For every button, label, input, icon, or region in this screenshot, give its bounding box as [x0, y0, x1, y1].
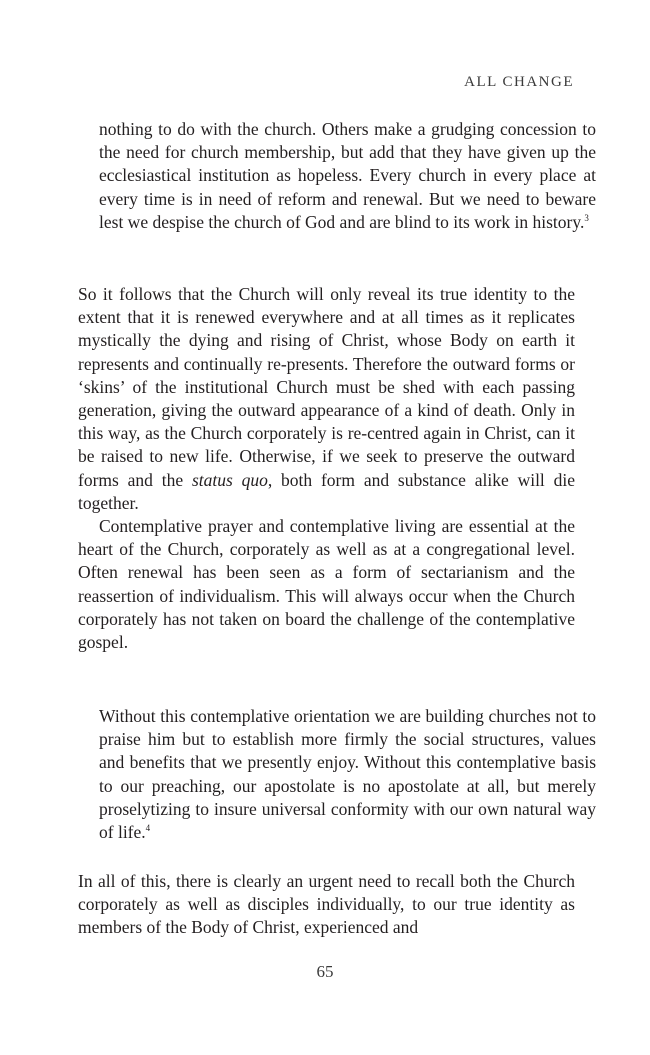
block-quote-2: [78, 705, 596, 844]
body-text: [78, 283, 575, 654]
quote-2-text: Without this contemplative orientation we are building churches not to praise him but to establish more firmly the social structures, values and benefits that we presently enjoy. Without this contemplative basis to our preaching, our apostolate is no apostolate at all, but merely proselytizing to insure universal conformity with our own natural way of life.$^4$: [99, 706, 596, 843]
block-quote-1: [78, 118, 596, 234]
running-head: ALL CHANGE: [464, 74, 574, 90]
footnote-ref-4: 4: [145, 823, 151, 834]
paragraph-2: Contemplative prayer and contemplative living are essential at the heart of the Church, corporately as well as at a congregational level. Often renewal has been seen as a form of sectarianism and the reassertion of individualism. This will always occur when the Church corporately has not taken on board the challenge of the contemplative gospel.: [78, 516, 575, 653]
page-number: 65: [316, 962, 334, 981]
paragraph-3: In all of this, there is clearly an urgent need to recall both the Church corporately as well as disciples individually, to our true identity as members of the Body of Christ, experienced and: [78, 871, 575, 938]
italic-phrase: status quo: [191, 469, 268, 490]
body-text-continued: [78, 870, 575, 940]
footnote-ref-3: 3: [584, 212, 589, 223]
paragraph-1: So it follows that the Church will only reveal its true identity to the extent that it is renewed everywhere and at all times as it replicates mystically the dying and rising of Christ, whose Body on earth it represents and continually re-presents. Therefore the outward forms or ‘skins’ of the institutional Church must be shed with each passing generation, giving the outward appearance of a kind of death. Only in this way, as the Church corporately is re-centred again in Christ, can it be raised to new life. Otherwise, if we seek to preserve the outward forms and the status quo, both form and substance alike will die together.: [78, 284, 575, 513]
quote-1-text: nothing to do with the church. Others make a grudging concession to the need for church membership, but add that they have given up the ecclesiastical institution as hopeless. Every church in every place at every time is in need of reform and renewal. But we need to beware lest we despise the church of God and are blind to its work in history.$^3$: [99, 119, 596, 232]
